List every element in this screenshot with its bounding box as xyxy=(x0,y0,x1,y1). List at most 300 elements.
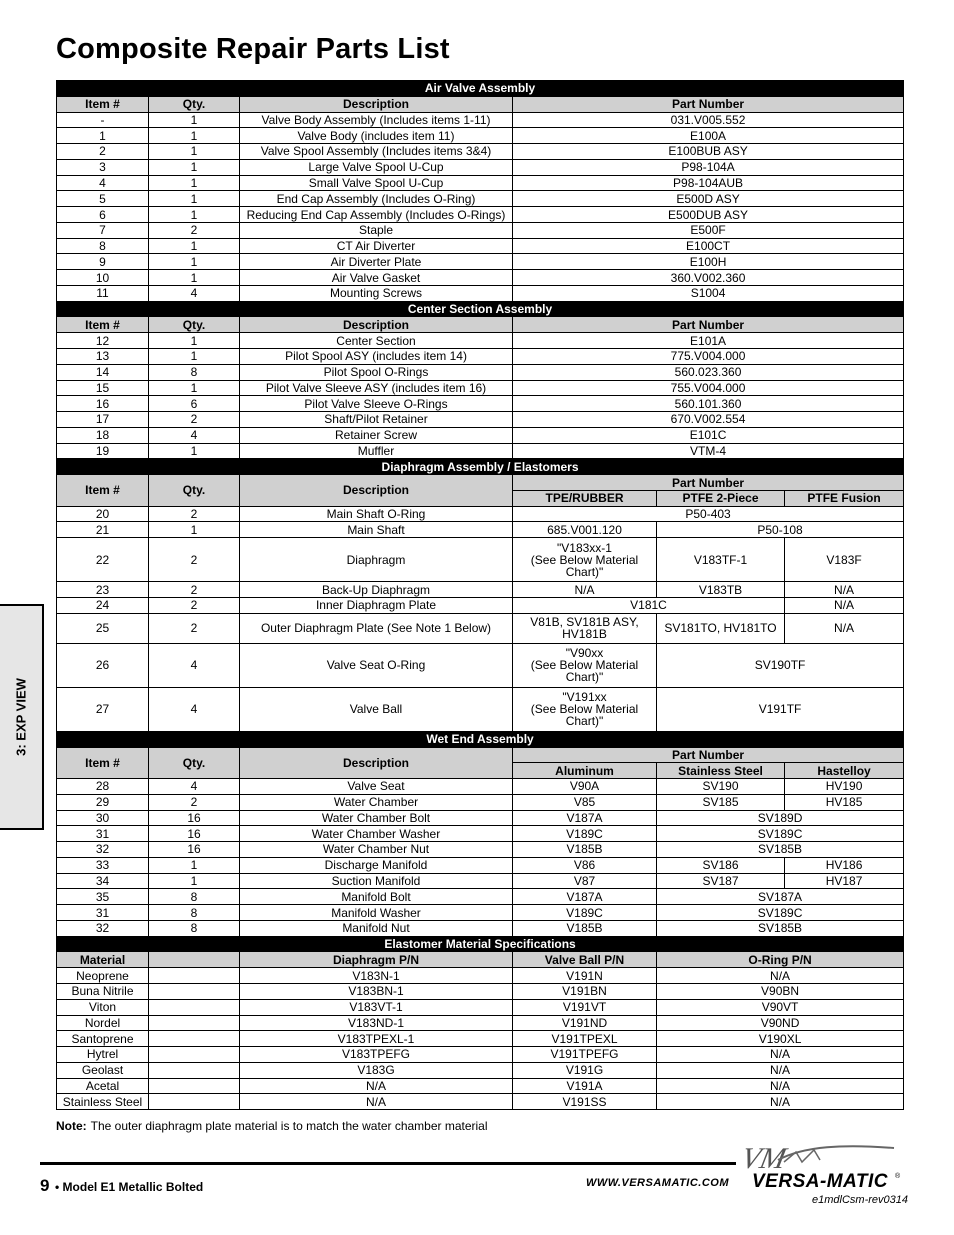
aluminum-part-cell: V187A xyxy=(513,810,657,826)
ptfe-2-piece-part-cell: SV181TO, HV181TO xyxy=(657,613,785,643)
description-cell: Reducing End Cap Assembly (Includes O-Rings) xyxy=(240,207,513,223)
material-cell: Stainless Steel xyxy=(57,1094,149,1110)
table-row xyxy=(57,349,904,365)
quantity-cell: 6 xyxy=(149,396,240,412)
quantity-cell: 2 xyxy=(149,613,240,643)
description-cell: Pilot Valve Sleeve ASY (includes item 16) xyxy=(240,380,513,396)
description-cell: Valve Body (includes item 11) xyxy=(240,128,513,144)
diaphragm-pn-cell: N/A xyxy=(240,1078,513,1094)
part-number-cell: E100CT xyxy=(513,238,904,254)
section-title: Air Valve Assembly xyxy=(57,81,904,97)
part-number-cell: E500D ASY xyxy=(513,191,904,207)
table-row xyxy=(57,1078,904,1094)
item-number-cell: 6 xyxy=(57,207,149,223)
section-title: Wet End Assembly xyxy=(57,731,904,747)
blank-cell xyxy=(149,999,240,1015)
description-cell: Water Chamber Washer xyxy=(240,826,513,842)
stainless-hastelloy-part-cell: SV185B xyxy=(657,842,904,858)
material-subheader: PTFE 2-Piece xyxy=(657,490,785,506)
hastelloy-part-cell: HV190 xyxy=(785,779,904,795)
table-row xyxy=(57,191,904,207)
part-number-cell: P98-104A xyxy=(513,159,904,175)
item-number-cell: 23 xyxy=(57,582,149,598)
blank-cell xyxy=(149,968,240,984)
item-number-cell: 22 xyxy=(57,538,149,582)
diaphragm-pn-cell: V183TPEFG xyxy=(240,1047,513,1063)
quantity-cell: 1 xyxy=(149,175,240,191)
table-row xyxy=(57,238,904,254)
description-cell: Mounting Screws xyxy=(240,285,513,301)
item-number-cell: 5 xyxy=(57,191,149,207)
part-number-cell: E100BUB ASY xyxy=(513,144,904,160)
item-number-cell: 27 xyxy=(57,687,149,731)
ptfe-2-piece-part-cell: V183TF-1 xyxy=(657,538,785,582)
quantity-cell: 8 xyxy=(149,920,240,936)
quantity-header: Qty. xyxy=(149,475,240,507)
description-cell: Center Section xyxy=(240,333,513,349)
blank-cell xyxy=(149,1062,240,1078)
item-number-cell: 31 xyxy=(57,905,149,921)
quantity-cell: 4 xyxy=(149,427,240,443)
part-number-cell: 031.V005.552 xyxy=(513,112,904,128)
item-number-cell: 14 xyxy=(57,364,149,380)
valve-ball-pn-cell: V191BN xyxy=(513,983,657,999)
item-number-header: Item # xyxy=(57,96,149,112)
table-row xyxy=(57,144,904,160)
table-row xyxy=(57,687,904,731)
quantity-cell: 1 xyxy=(149,333,240,349)
tpe-rubber-part-cell: 685.V001.120 xyxy=(513,522,657,538)
quantity-cell: 4 xyxy=(149,687,240,731)
item-number-cell: 33 xyxy=(57,857,149,873)
document-code: e1mdlCsm-rev0314 xyxy=(812,1194,908,1206)
description-cell: Small Valve Spool U-Cup xyxy=(240,175,513,191)
footnote xyxy=(56,1119,488,1133)
o-ring-pn-cell: V90BN xyxy=(657,983,904,999)
table-row xyxy=(57,999,904,1015)
quantity-cell: 1 xyxy=(149,191,240,207)
column-header-row xyxy=(57,317,904,333)
parts-list-table xyxy=(56,80,904,1110)
stainless-part-cell: SV187 xyxy=(657,873,785,889)
section-side-tab-label: 3: EXP VIEW xyxy=(13,678,29,756)
item-number-cell: 28 xyxy=(57,779,149,795)
material-subheader: Aluminum xyxy=(513,763,657,779)
quantity-cell: 1 xyxy=(149,144,240,160)
quantity-cell: 4 xyxy=(149,779,240,795)
blank-cell xyxy=(149,1078,240,1094)
tpe-rubber-part-cell: "V183xx-1 (See Below Material Chart)" xyxy=(513,538,657,582)
part-number-cell: E500F xyxy=(513,222,904,238)
section-header-row xyxy=(57,731,904,747)
valve-ball-pn-header: Valve Ball P/N xyxy=(513,952,657,968)
valve-ball-pn-cell: V191G xyxy=(513,1062,657,1078)
table-row xyxy=(57,175,904,191)
part-number-cell: 775.V004.000 xyxy=(513,349,904,365)
stainless-hastelloy-part-cell: SV189C xyxy=(657,905,904,921)
stainless-part-cell: SV190 xyxy=(657,779,785,795)
description-header: Description xyxy=(240,747,513,779)
quantity-cell: 2 xyxy=(149,222,240,238)
part-number-cell: VTM-4 xyxy=(513,443,904,459)
part-number-cell: E500DUB ASY xyxy=(513,207,904,223)
description-cell: Back-Up Diaphragm xyxy=(240,582,513,598)
diaphragm-pn-cell: V183VT-1 xyxy=(240,999,513,1015)
description-cell: Valve Ball xyxy=(240,687,513,731)
description-cell: Air Diverter Plate xyxy=(240,254,513,270)
quantity-cell: 1 xyxy=(149,128,240,144)
ptfe-2-piece-part-cell: V183TB xyxy=(657,582,785,598)
item-number-header: Item # xyxy=(57,475,149,507)
section-header-row xyxy=(57,81,904,97)
description-cell: Main Shaft xyxy=(240,522,513,538)
table-row xyxy=(57,538,904,582)
quantity-cell: 1 xyxy=(149,349,240,365)
item-number-cell: 2 xyxy=(57,144,149,160)
o-ring-pn-cell: V90VT xyxy=(657,999,904,1015)
material-subheader: Stainless Steel xyxy=(657,763,785,779)
item-number-cell: 15 xyxy=(57,380,149,396)
tpe-rubber-part-cell: N/A xyxy=(513,582,657,598)
blank-header-cell xyxy=(149,952,240,968)
material-cell: Hytrel xyxy=(57,1047,149,1063)
material-subheader: Hastelloy xyxy=(785,763,904,779)
tpe-rubber-part-cell: "V90xx (See Below Material Chart)" xyxy=(513,643,657,687)
ptfe-part-cell: SV190TF xyxy=(657,643,904,687)
part-number-cell: S1004 xyxy=(513,285,904,301)
quantity-cell: 1 xyxy=(149,159,240,175)
table-row xyxy=(57,842,904,858)
website-url: WWW.VERSAMATIC.COM xyxy=(586,1177,730,1189)
table-row xyxy=(57,380,904,396)
valve-ball-pn-cell: V191TPEFG xyxy=(513,1047,657,1063)
item-number-cell: 13 xyxy=(57,349,149,365)
part-number-cell: E100H xyxy=(513,254,904,270)
item-number-cell: 35 xyxy=(57,889,149,905)
section-title: Center Section Assembly xyxy=(57,301,904,317)
o-ring-pn-cell: V90ND xyxy=(657,1015,904,1031)
item-number-cell: 4 xyxy=(57,175,149,191)
o-ring-pn-cell: N/A xyxy=(657,1094,904,1110)
item-number-cell: 29 xyxy=(57,794,149,810)
table-row xyxy=(57,794,904,810)
table-row xyxy=(57,364,904,380)
table-row xyxy=(57,222,904,238)
item-number-cell: 17 xyxy=(57,412,149,428)
description-cell: Outer Diaphragm Plate (See Note 1 Below) xyxy=(240,613,513,643)
description-header: Description xyxy=(240,96,513,112)
versa-matic-logo xyxy=(738,1140,904,1194)
column-header-row xyxy=(57,952,904,968)
quantity-cell: 8 xyxy=(149,364,240,380)
material-subheader: TPE/RUBBER xyxy=(513,490,657,506)
quantity-cell: 2 xyxy=(149,538,240,582)
quantity-header: Qty. xyxy=(149,747,240,779)
aluminum-part-cell: V185B xyxy=(513,920,657,936)
ptfe-fusion-part-cell: N/A xyxy=(785,597,904,613)
ptfe-fusion-part-cell: V183F xyxy=(785,538,904,582)
table-row xyxy=(57,412,904,428)
table-row xyxy=(57,285,904,301)
item-number-cell: 11 xyxy=(57,285,149,301)
description-cell: Water Chamber Bolt xyxy=(240,810,513,826)
part-number-header: Part Number xyxy=(513,475,904,491)
quantity-cell: 1 xyxy=(149,443,240,459)
item-number-cell: 9 xyxy=(57,254,149,270)
diaphragm-pn-cell: V183ND-1 xyxy=(240,1015,513,1031)
model-name: • Model E1 Metallic Bolted xyxy=(55,1180,204,1194)
description-cell: Staple xyxy=(240,222,513,238)
table-row xyxy=(57,889,904,905)
item-number-cell: 26 xyxy=(57,643,149,687)
table-row xyxy=(57,396,904,412)
part-number-header: Part Number xyxy=(513,96,904,112)
item-number-cell: 7 xyxy=(57,222,149,238)
table-row xyxy=(57,983,904,999)
item-number-cell: 20 xyxy=(57,506,149,522)
item-number-header: Item # xyxy=(57,747,149,779)
diaphragm-pn-cell: V183BN-1 xyxy=(240,983,513,999)
diaphragm-pn-cell: V183G xyxy=(240,1062,513,1078)
part-number-cell: P50-403 xyxy=(513,506,904,522)
quantity-cell: 1 xyxy=(149,270,240,286)
diaphragm-pn-header: Diaphragm P/N xyxy=(240,952,513,968)
logo-mark: VM xyxy=(738,1141,790,1175)
material-cell: Buna Nitrile xyxy=(57,983,149,999)
valve-ball-pn-cell: V191TPEXL xyxy=(513,1031,657,1047)
aluminum-part-cell: V187A xyxy=(513,889,657,905)
table-row xyxy=(57,159,904,175)
quantity-cell: 16 xyxy=(149,810,240,826)
table-row xyxy=(57,643,904,687)
aluminum-part-cell: V185B xyxy=(513,842,657,858)
description-cell: Pilot Spool ASY (includes item 14) xyxy=(240,349,513,365)
quantity-cell: 1 xyxy=(149,380,240,396)
part-number-cell: E101A xyxy=(513,333,904,349)
quantity-cell: 1 xyxy=(149,857,240,873)
stainless-hastelloy-part-cell: SV189C xyxy=(657,826,904,842)
table-row xyxy=(57,582,904,598)
part-number-header: Part Number xyxy=(513,317,904,333)
item-number-cell: 10 xyxy=(57,270,149,286)
table-row xyxy=(57,443,904,459)
stainless-hastelloy-part-cell: SV189D xyxy=(657,810,904,826)
description-cell: End Cap Assembly (Includes O-Ring) xyxy=(240,191,513,207)
part-number-cell: 755.V004.000 xyxy=(513,380,904,396)
part-number-cell: 560.023.360 xyxy=(513,364,904,380)
footnote-label: Note: xyxy=(56,1119,87,1133)
table-row xyxy=(57,873,904,889)
description-cell: Muffler xyxy=(240,443,513,459)
footer-rule xyxy=(40,1162,736,1165)
table-row xyxy=(57,254,904,270)
material-cell: Viton xyxy=(57,999,149,1015)
diaphragm-pn-cell: V183N-1 xyxy=(240,968,513,984)
section-side-tab xyxy=(0,604,44,830)
description-cell: Valve Seat O-Ring xyxy=(240,643,513,687)
item-number-cell: 25 xyxy=(57,613,149,643)
footnote-text: The outer diaphragm plate material is to match the water chamber material xyxy=(90,1119,488,1133)
table-row xyxy=(57,112,904,128)
description-cell: Retainer Screw xyxy=(240,427,513,443)
column-header-row xyxy=(57,96,904,112)
tpe-rubber-part-cell: V81B, SV181B ASY, HV181B xyxy=(513,613,657,643)
quantity-cell: 1 xyxy=(149,254,240,270)
aluminum-part-cell: V189C xyxy=(513,826,657,842)
description-header: Description xyxy=(240,317,513,333)
item-number-cell: 30 xyxy=(57,810,149,826)
item-number-cell: 32 xyxy=(57,920,149,936)
table-row xyxy=(57,1015,904,1031)
quantity-cell: 8 xyxy=(149,905,240,921)
column-header-row xyxy=(57,747,904,763)
quantity-header: Qty. xyxy=(149,317,240,333)
quantity-cell: 2 xyxy=(149,506,240,522)
part-number-header: Part Number xyxy=(513,747,904,763)
o-ring-pn-cell: N/A xyxy=(657,968,904,984)
part-number-cell: 360.V002.360 xyxy=(513,270,904,286)
quantity-cell: 1 xyxy=(149,522,240,538)
o-ring-pn-header: O-Ring P/N xyxy=(657,952,904,968)
item-number-cell: 16 xyxy=(57,396,149,412)
o-ring-pn-cell: N/A xyxy=(657,1078,904,1094)
table-row xyxy=(57,857,904,873)
section-header-row xyxy=(57,936,904,952)
part-number-cell: 670.V002.554 xyxy=(513,412,904,428)
description-cell: CT Air Diverter xyxy=(240,238,513,254)
material-cell: Acetal xyxy=(57,1078,149,1094)
description-cell: Valve Seat xyxy=(240,779,513,795)
table-row xyxy=(57,270,904,286)
stainless-part-cell: SV185 xyxy=(657,794,785,810)
item-number-cell: 3 xyxy=(57,159,149,175)
description-cell: Manifold Nut xyxy=(240,920,513,936)
quantity-cell: 4 xyxy=(149,643,240,687)
table-row xyxy=(57,1094,904,1110)
ptfe-part-cell: P50-108 xyxy=(657,522,904,538)
table-row xyxy=(57,1031,904,1047)
stainless-part-cell: SV186 xyxy=(657,857,785,873)
stainless-hastelloy-part-cell: SV187A xyxy=(657,889,904,905)
table-row xyxy=(57,613,904,643)
description-cell: Discharge Manifold xyxy=(240,857,513,873)
aluminum-part-cell: V87 xyxy=(513,873,657,889)
aluminum-part-cell: V90A xyxy=(513,779,657,795)
valve-ball-pn-cell: V191A xyxy=(513,1078,657,1094)
blank-cell xyxy=(149,1031,240,1047)
item-number-cell: 21 xyxy=(57,522,149,538)
description-cell: Pilot Spool O-Rings xyxy=(240,364,513,380)
part-number-cell: P98-104AUB xyxy=(513,175,904,191)
description-cell: Manifold Bolt xyxy=(240,889,513,905)
item-number-cell: - xyxy=(57,112,149,128)
table-row xyxy=(57,826,904,842)
item-number-cell: 24 xyxy=(57,597,149,613)
quantity-cell: 16 xyxy=(149,826,240,842)
diaphragm-pn-cell: V183TPEXL-1 xyxy=(240,1031,513,1047)
quantity-cell: 1 xyxy=(149,112,240,128)
item-number-cell: 1 xyxy=(57,128,149,144)
aluminum-part-cell: V189C xyxy=(513,905,657,921)
table-row xyxy=(57,597,904,613)
quantity-cell: 2 xyxy=(149,412,240,428)
blank-cell xyxy=(149,1015,240,1031)
table-row xyxy=(57,427,904,443)
blank-cell xyxy=(149,1047,240,1063)
diaphragm-pn-cell: N/A xyxy=(240,1094,513,1110)
valve-ball-pn-cell: V191SS xyxy=(513,1094,657,1110)
description-cell: Large Valve Spool U-Cup xyxy=(240,159,513,175)
description-cell: Inner Diaphragm Plate xyxy=(240,597,513,613)
blank-cell xyxy=(149,1094,240,1110)
part-number-cell: 560.101.360 xyxy=(513,396,904,412)
quantity-cell: 4 xyxy=(149,285,240,301)
item-number-cell: 31 xyxy=(57,826,149,842)
tpe-ptfe-2-piece-part-cell: V181C xyxy=(513,597,785,613)
quantity-cell: 16 xyxy=(149,842,240,858)
quantity-cell: 1 xyxy=(149,238,240,254)
section-title: Diaphragm Assembly / Elastomers xyxy=(57,459,904,475)
valve-ball-pn-cell: V191ND xyxy=(513,1015,657,1031)
registered-mark: ® xyxy=(895,1173,901,1180)
table-row xyxy=(57,1062,904,1078)
description-cell: Suction Manifold xyxy=(240,873,513,889)
stainless-hastelloy-part-cell: SV185B xyxy=(657,920,904,936)
part-number-cell: E101C xyxy=(513,427,904,443)
table-row xyxy=(57,522,904,538)
material-subheader: PTFE Fusion xyxy=(785,490,904,506)
description-cell: Pilot Valve Sleeve O-Rings xyxy=(240,396,513,412)
o-ring-pn-cell: N/A xyxy=(657,1047,904,1063)
description-cell: Shaft/Pilot Retainer xyxy=(240,412,513,428)
blank-cell xyxy=(149,983,240,999)
table-row xyxy=(57,506,904,522)
hastelloy-part-cell: HV187 xyxy=(785,873,904,889)
section-title: Elastomer Material Specifications xyxy=(57,936,904,952)
aluminum-part-cell: V86 xyxy=(513,857,657,873)
hastelloy-part-cell: HV186 xyxy=(785,857,904,873)
table-row xyxy=(57,920,904,936)
table-row xyxy=(57,128,904,144)
ptfe-fusion-part-cell: N/A xyxy=(785,582,904,598)
table-row xyxy=(57,968,904,984)
item-number-cell: 12 xyxy=(57,333,149,349)
quantity-cell: 8 xyxy=(149,889,240,905)
column-header-row xyxy=(57,475,904,491)
o-ring-pn-cell: N/A xyxy=(657,1062,904,1078)
hastelloy-part-cell: HV185 xyxy=(785,794,904,810)
page-title: Composite Repair Parts List xyxy=(56,33,450,65)
item-number-cell: 34 xyxy=(57,873,149,889)
description-cell: Valve Body Assembly (Includes items 1-11) xyxy=(240,112,513,128)
valve-ball-pn-cell: V191VT xyxy=(513,999,657,1015)
item-number-cell: 18 xyxy=(57,427,149,443)
description-cell: Air Valve Gasket xyxy=(240,270,513,286)
part-number-cell: E100A xyxy=(513,128,904,144)
description-cell: Main Shaft O-Ring xyxy=(240,506,513,522)
quantity-cell: 1 xyxy=(149,207,240,223)
material-cell: Neoprene xyxy=(57,968,149,984)
aluminum-part-cell: V85 xyxy=(513,794,657,810)
quantity-header: Qty. xyxy=(149,96,240,112)
valve-ball-pn-cell: V191N xyxy=(513,968,657,984)
table-row xyxy=(57,779,904,795)
page-number: 9 xyxy=(40,1176,50,1195)
logo-wordmark: VERSA-MATIC xyxy=(752,1171,889,1192)
material-cell: Santoprene xyxy=(57,1031,149,1047)
section-header-row xyxy=(57,301,904,317)
ptfe-part-cell: V191TF xyxy=(657,687,904,731)
